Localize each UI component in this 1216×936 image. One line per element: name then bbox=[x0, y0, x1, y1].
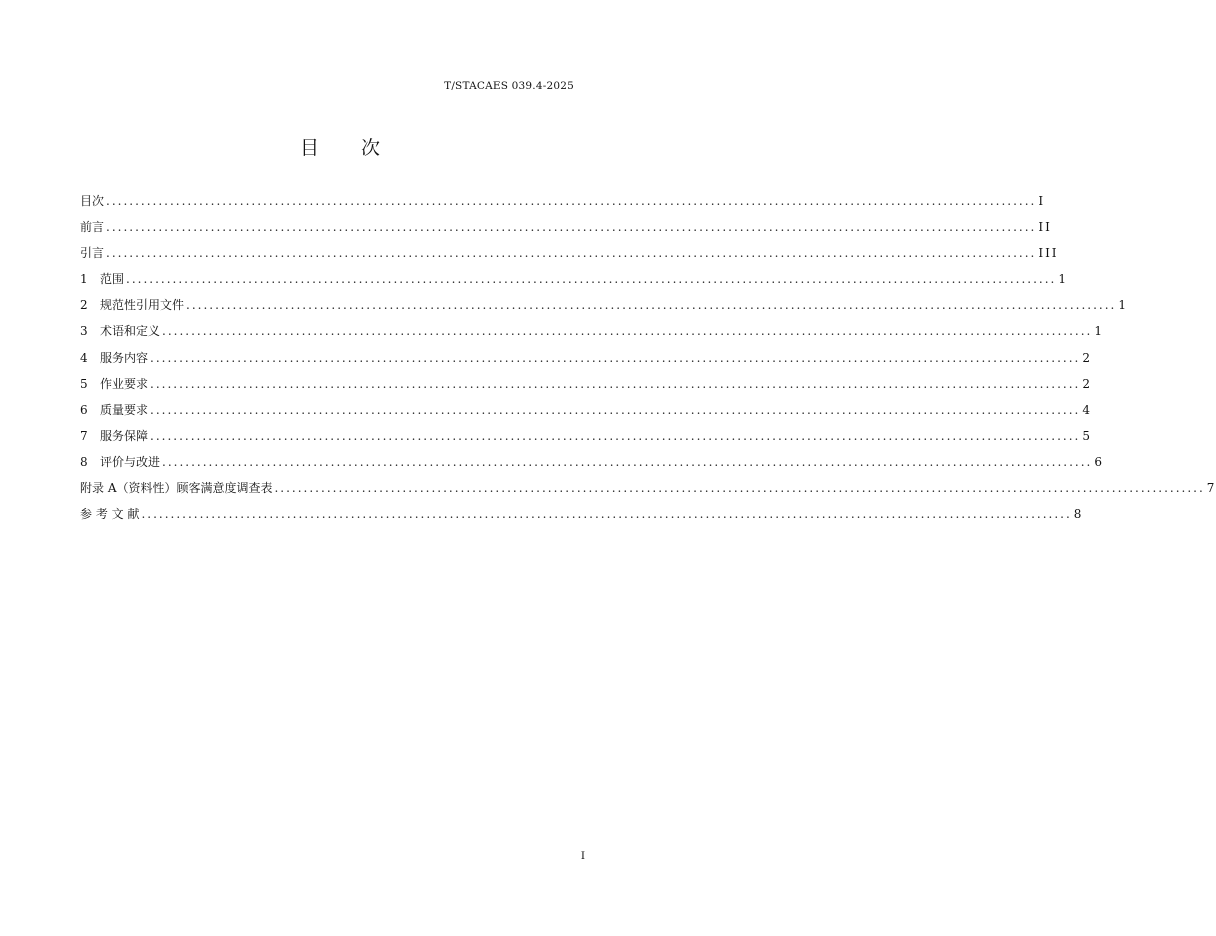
toc-entry-service-content[interactable] bbox=[80, 349, 1092, 375]
dot-leader: ................................................................................................................................................................ bbox=[274, 481, 1205, 496]
dot-leader: ................................................................................................................................................................ bbox=[106, 246, 1037, 261]
toc-entry-scope[interactable] bbox=[80, 270, 1068, 296]
toc-entry-appendix-a[interactable] bbox=[80, 479, 1216, 505]
toc-entry-page: 1 bbox=[1058, 272, 1068, 287]
toc-entry-foreword[interactable] bbox=[80, 218, 1052, 244]
toc-entry-label: 服务保障 bbox=[100, 428, 149, 443]
dot-leader: ................................................................................................................................................................ bbox=[106, 220, 1037, 235]
toc-entry-label: 范围 bbox=[100, 272, 125, 287]
toc-entry-service-guarantee[interactable] bbox=[80, 427, 1092, 453]
toc-entry-number: 1 bbox=[80, 272, 88, 287]
toc-entry-number: 8 bbox=[80, 454, 88, 469]
table-of-contents bbox=[80, 192, 1216, 531]
toc-entry-page: III bbox=[1038, 246, 1059, 261]
toc-entry-number: 4 bbox=[80, 350, 88, 365]
toc-entry-page: 5 bbox=[1082, 428, 1092, 443]
toc-entry-introduction[interactable] bbox=[80, 244, 1059, 270]
toc-entry-operation-requirements[interactable] bbox=[80, 375, 1092, 401]
toc-entry-page: 4 bbox=[1082, 402, 1092, 417]
toc-entry-page: II bbox=[1038, 220, 1052, 235]
toc-entry-page: 7 bbox=[1206, 481, 1216, 496]
toc-entry-number: 5 bbox=[80, 376, 88, 391]
dot-leader: ................................................................................................................................................................ bbox=[126, 272, 1057, 287]
toc-entry-terms-definitions[interactable] bbox=[80, 322, 1104, 348]
toc-entry-page: 2 bbox=[1082, 350, 1092, 365]
toc-entry-label: 前言 bbox=[80, 220, 105, 235]
toc-entry-label: 作业要求 bbox=[100, 376, 149, 391]
toc-entry-page: I bbox=[1038, 194, 1046, 208]
toc-entry-number: 7 bbox=[80, 428, 88, 443]
toc-entry-page: 1 bbox=[1118, 298, 1128, 313]
document-id: T/STACAES 039.4-2025 bbox=[444, 80, 574, 92]
toc-entry-bibliography[interactable] bbox=[80, 505, 1084, 531]
dot-leader: ................................................................................................................................................................ bbox=[150, 428, 1081, 443]
dot-leader: ................................................................................................................................................................ bbox=[141, 507, 1072, 522]
toc-entry-label: 附录 A（资料性）顾客满意度调查表 bbox=[80, 481, 273, 496]
toc-entry-label: 规范性引用文件 bbox=[100, 298, 185, 313]
footer-page-number: I bbox=[580, 850, 585, 862]
toc-entry-label: 参 考 文 献 bbox=[80, 507, 140, 522]
dot-leader: ................................................................................................................................................................ bbox=[150, 350, 1081, 365]
toc-entry-number: 6 bbox=[80, 402, 88, 417]
toc-entry-page: 1 bbox=[1094, 324, 1104, 339]
toc-entry-normative-references[interactable] bbox=[80, 296, 1128, 322]
dot-leader: ................................................................................................................................................................ bbox=[162, 324, 1093, 339]
toc-entry-quality-requirements[interactable] bbox=[80, 401, 1092, 427]
toc-entry-contents[interactable] bbox=[80, 192, 1046, 218]
toc-entry-evaluation-improvement[interactable] bbox=[80, 453, 1104, 479]
dot-leader: ................................................................................................................................................................ bbox=[162, 454, 1093, 469]
dot-leader: ................................................................................................................................................................ bbox=[150, 376, 1081, 391]
toc-entry-label: 引言 bbox=[80, 246, 105, 261]
dot-leader: ................................................................................................................................................................ bbox=[186, 298, 1117, 313]
toc-entry-page: 6 bbox=[1094, 454, 1104, 469]
toc-entry-label: 评价与改进 bbox=[100, 454, 161, 469]
toc-entry-page: 8 bbox=[1073, 507, 1084, 522]
page-title: 目 次 bbox=[299, 137, 399, 159]
toc-entry-number: 2 bbox=[80, 298, 88, 313]
toc-entry-label: 质量要求 bbox=[100, 402, 149, 417]
toc-entry-label: 术语和定义 bbox=[100, 324, 161, 339]
dot-leader: ................................................................................................................................................................ bbox=[150, 402, 1081, 417]
toc-entry-number: 3 bbox=[80, 324, 88, 339]
toc-entry-label: 目次 bbox=[80, 194, 105, 208]
toc-entry-page: 2 bbox=[1082, 376, 1092, 391]
dot-leader: ................................................................................................................................................................ bbox=[106, 194, 1037, 208]
toc-entry-label: 服务内容 bbox=[100, 350, 149, 365]
